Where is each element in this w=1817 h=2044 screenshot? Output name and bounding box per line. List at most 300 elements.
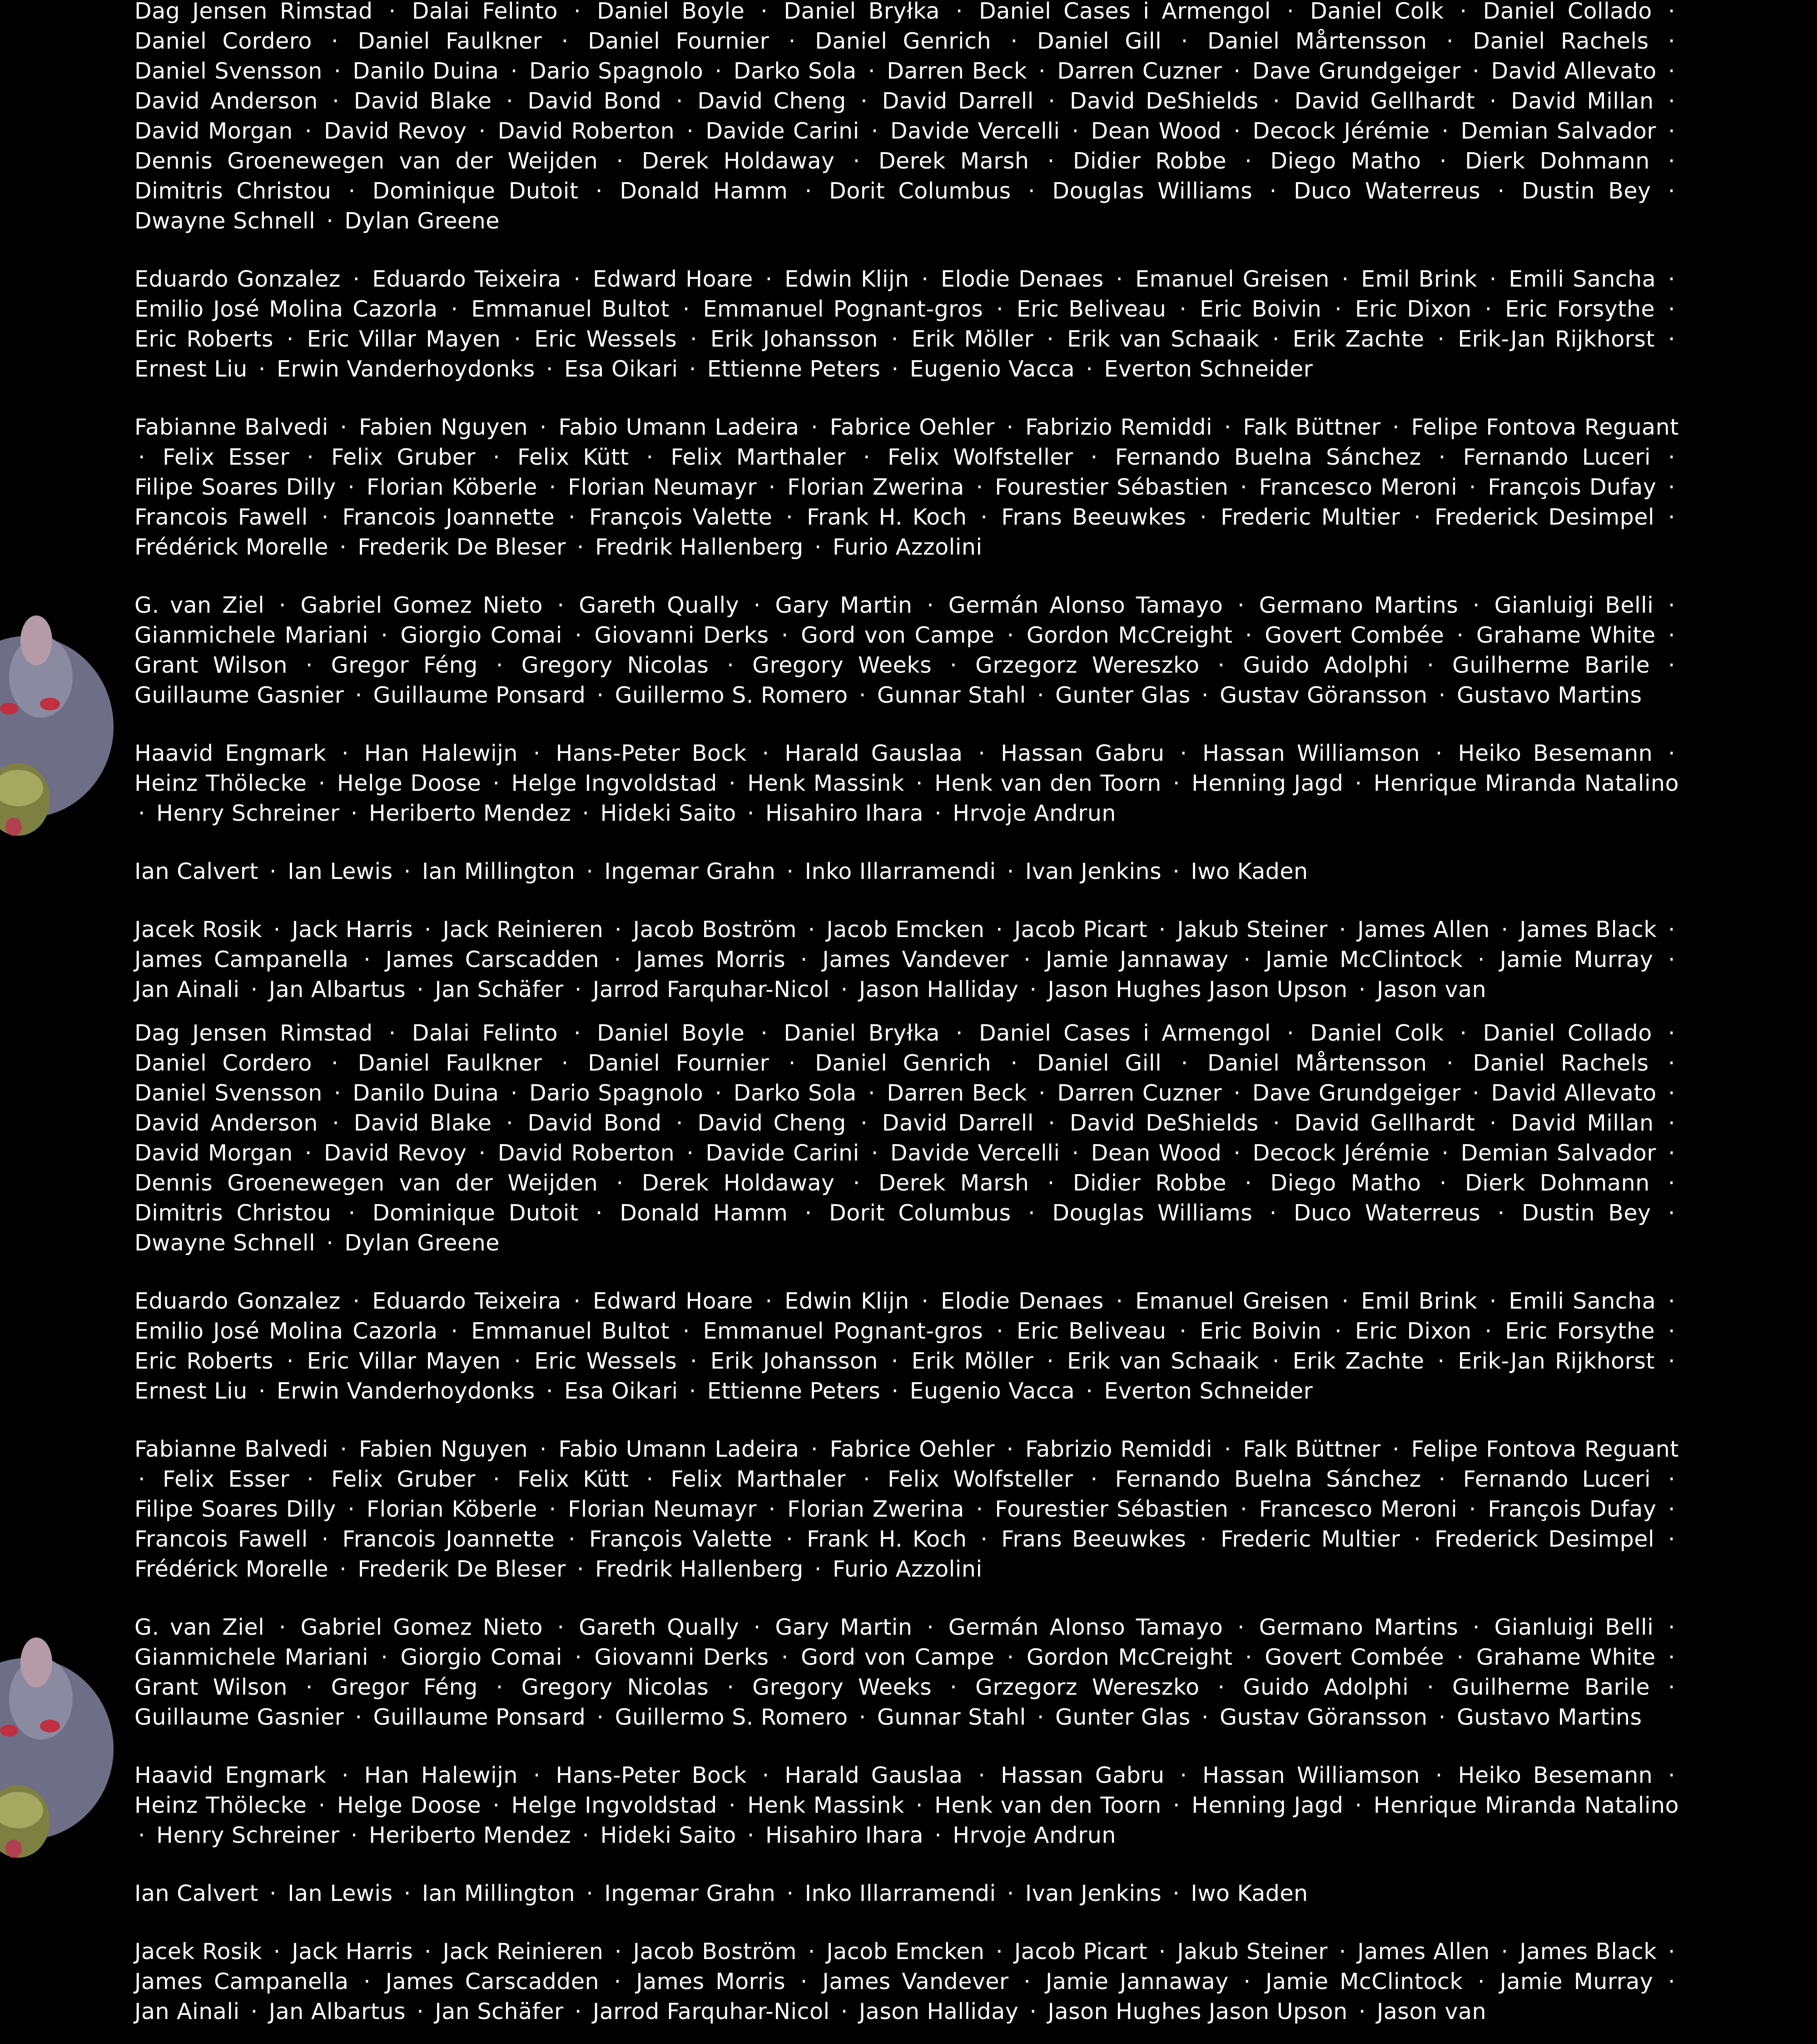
name-separator: · (574, 1999, 582, 2024)
name-separator: · (1668, 178, 1675, 204)
credits-group-j (134, 1937, 1679, 2027)
name-separator: · (978, 740, 986, 766)
credit-name: Helge Ingvoldstad (511, 770, 717, 796)
name-separator: · (728, 770, 736, 796)
name-separator: · (575, 622, 582, 648)
name-separator: · (1029, 1999, 1037, 2024)
credit-name: Fernando Buelna Sánchez (1115, 1466, 1421, 1492)
name-separator: · (1233, 1140, 1241, 1166)
credit-name: Hassan Gabru (1001, 740, 1165, 766)
credit-name: Furio Azzolini (832, 1556, 983, 1582)
name-separator: · (1456, 1644, 1464, 1670)
credit-name: Dorit Columbus (829, 178, 1011, 204)
name-separator: · (808, 1939, 815, 1965)
credit-name: Jason Hughes Jason Upson (1048, 977, 1348, 1002)
credit-name: Francesco Meroni (1259, 1496, 1458, 1522)
name-separator: · (339, 1556, 347, 1582)
name-separator: · (1172, 1792, 1180, 1818)
credit-name: Gustavo Martins (1456, 682, 1642, 708)
credit-name: James Allen (1357, 1939, 1490, 1965)
credit-name: Heiko Besemann (1458, 740, 1653, 766)
name-separator: · (1460, 1022, 1467, 1046)
name-separator: · (1477, 947, 1485, 972)
credit-name: Inko Illarramendi (804, 1880, 996, 1906)
name-separator: · (348, 474, 355, 500)
credit-name: Emil Brink (1361, 266, 1478, 292)
name-separator: · (1668, 0, 1676, 24)
name-separator: · (381, 1644, 388, 1670)
name-separator: · (786, 858, 794, 884)
name-separator: · (424, 917, 432, 943)
name-separator: · (927, 592, 934, 618)
credit-name: Jason van (1376, 977, 1487, 1002)
credit-name: Daniel Bryłka (784, 1022, 940, 1046)
credit-name: Daniel Cordero (134, 28, 312, 54)
credit-name: Jan Schäfer (435, 977, 564, 1002)
name-separator: · (646, 444, 654, 470)
credit-name: Daniel Cases i Armengol (979, 1022, 1271, 1046)
credit-name: Gianluigi Belli (1494, 1614, 1654, 1640)
credit-name: Eric Villar Mayen (307, 326, 501, 352)
name-separator: · (1273, 1110, 1281, 1136)
name-separator: · (1472, 1614, 1480, 1640)
name-separator: · (1233, 1080, 1241, 1106)
name-separator: · (1037, 682, 1044, 708)
credit-name: David Cheng (697, 1110, 846, 1136)
credit-name: Gregory Nicolas (521, 1674, 709, 1700)
credit-name: David DeShields (1069, 88, 1259, 114)
name-separator: · (568, 504, 576, 530)
credit-name: Hans-Peter Bock (556, 740, 747, 766)
name-separator: · (331, 1050, 339, 1076)
name-separator: · (424, 1939, 432, 1965)
credit-name: Germano Martins (1259, 592, 1459, 618)
name-separator: · (1668, 740, 1676, 766)
credit-name: Erik-Jan Rijkhorst (1458, 326, 1655, 352)
credit-name: Eric Forsythe (1505, 296, 1655, 322)
credit-name: Gunter Glas (1055, 1704, 1191, 1730)
credit-name: Esa Oikari (564, 356, 678, 382)
credit-name: David Morgan (134, 118, 293, 144)
name-separator: · (646, 1466, 654, 1492)
credit-name: Jan Ainali (134, 977, 240, 1002)
credit-name: Daniel Fournier (588, 1050, 769, 1076)
credit-name: Helge Doose (337, 770, 482, 796)
credit-name: David Bond (527, 1110, 662, 1136)
credit-name: David Allevato (1491, 58, 1657, 84)
credit-name: Guillaume Gasnier (134, 1704, 344, 1730)
credit-name: Eduardo Teixeira (372, 266, 561, 292)
name-separator: · (934, 800, 942, 826)
name-separator: · (1224, 1436, 1231, 1462)
credit-name: Derek Marsh (878, 148, 1029, 174)
credit-name: David Cheng (697, 88, 846, 114)
credit-name: David Blake (353, 88, 492, 114)
name-separator: · (1668, 504, 1676, 530)
name-separator: · (1172, 1880, 1180, 1906)
credit-name: Fabrizio Remiddi (1025, 414, 1213, 440)
credit-name: Frederic Multier (1221, 504, 1400, 530)
credit-name: David Gellhardt (1294, 88, 1475, 114)
credit-name: Guido Adolphi (1243, 652, 1409, 678)
credit-name: David Darrell (882, 1110, 1034, 1136)
credit-name: Demian Salvador (1460, 1140, 1657, 1166)
credit-name: James Morris (636, 947, 786, 972)
credit-name: Gordon McCreight (1026, 1644, 1233, 1670)
name-separator: · (1090, 1466, 1098, 1492)
name-separator: · (1335, 1318, 1342, 1344)
credit-name: Jarrod Farquhar-Nicol (592, 977, 830, 1002)
name-separator: · (250, 1999, 258, 2024)
credit-name: Felix Kütt (517, 444, 629, 470)
name-separator: · (286, 326, 294, 352)
name-separator: · (417, 1999, 424, 2024)
name-separator: · (1335, 296, 1342, 322)
credit-name: Germano Martins (1259, 1614, 1459, 1640)
name-separator: · (1392, 414, 1400, 440)
credits-group-e (134, 264, 1679, 384)
name-separator: · (1047, 148, 1055, 174)
name-separator: · (1668, 1526, 1676, 1552)
credit-name: Dylan Greene (344, 208, 500, 234)
name-separator: · (318, 1792, 326, 1818)
name-separator: · (616, 148, 624, 174)
name-separator: · (286, 1348, 294, 1374)
credit-name: François Dufay (1488, 474, 1657, 500)
name-separator: · (859, 1704, 866, 1730)
credit-name: Gordon McCreight (1026, 622, 1233, 648)
name-separator: · (1028, 178, 1036, 204)
name-separator: · (1201, 682, 1209, 708)
name-separator: · (1090, 444, 1098, 470)
name-separator: · (753, 1614, 761, 1640)
credit-name: Jan Albartus (268, 977, 406, 1002)
credit-name: Daniel Mårtensson (1207, 1050, 1427, 1076)
credit-name: Grant Wilson (134, 1674, 288, 1700)
name-separator: · (305, 1674, 313, 1700)
credit-name: Jason Hughes Jason Upson (1048, 1999, 1348, 2024)
credit-name: David Roberton (497, 118, 675, 144)
name-separator: · (996, 1939, 1003, 1965)
name-separator: · (690, 326, 698, 352)
credit-name: Eric Forsythe (1505, 1318, 1655, 1344)
credit-name: Guillermo S. Romero (615, 1704, 848, 1730)
name-separator: · (614, 947, 621, 972)
name-separator: · (492, 1792, 500, 1818)
name-separator: · (682, 296, 690, 322)
credits-group-f (134, 1434, 1679, 1584)
credit-name: Davide Carini (705, 118, 859, 144)
name-separator: · (1086, 1378, 1093, 1404)
credit-name: Giorgio Comai (400, 622, 562, 648)
credits-group-h (134, 1761, 1679, 1851)
name-separator: · (561, 28, 569, 54)
credit-name: Darren Cuzner (1057, 58, 1222, 84)
name-separator: · (781, 622, 789, 648)
credit-name: Henk van den Toorn (934, 1792, 1162, 1818)
credit-name: Emmanuel Pognant-gros (703, 1318, 983, 1344)
credit-name: G. van Ziel (134, 592, 265, 618)
name-separator: · (307, 444, 314, 470)
credit-name: Frederic Multier (1221, 1526, 1400, 1552)
credit-name: Decock Jérémie (1252, 118, 1430, 144)
name-separator: · (800, 1969, 808, 1994)
credit-name: Fabien Nguyen (359, 414, 528, 440)
credit-name: Helge Doose (337, 1792, 482, 1818)
name-separator: · (250, 977, 258, 1002)
name-separator: · (868, 1080, 875, 1106)
credit-name: Harald Gauslaa (784, 740, 963, 766)
credit-name: Dierk Dohmann (1465, 148, 1650, 174)
name-separator: · (1668, 88, 1676, 114)
credit-name: Gregor Féng (331, 652, 478, 678)
name-separator: · (1484, 296, 1492, 322)
name-separator: · (1668, 1318, 1676, 1344)
credit-name: Davide Vercelli (890, 1140, 1060, 1166)
credit-name: Emmanuel Bultot (471, 1318, 670, 1344)
name-separator: · (1469, 1496, 1476, 1522)
credit-name: Dustin Bey (1521, 1200, 1651, 1226)
name-separator: · (1668, 1348, 1676, 1374)
name-separator: · (1010, 1050, 1018, 1076)
credit-name: Daniel Svensson (134, 58, 323, 84)
name-separator: · (1339, 917, 1346, 943)
credit-name: Erik Möller (911, 1348, 1034, 1374)
name-separator: · (1439, 148, 1447, 174)
name-separator: · (1172, 770, 1180, 796)
name-separator: · (616, 1170, 624, 1196)
name-separator: · (381, 622, 388, 648)
name-separator: · (686, 1140, 694, 1166)
credit-name: Jan Albartus (268, 1999, 406, 2024)
name-separator: · (1116, 1288, 1123, 1314)
name-separator: · (1668, 1466, 1676, 1492)
credit-name: Ian Lewis (288, 1880, 393, 1906)
credit-name: Eric Roberts (134, 326, 273, 352)
credit-name: Jacob Picart (1014, 1939, 1147, 1965)
name-separator: · (800, 947, 808, 972)
credit-name: Guilherme Barile (1452, 652, 1650, 678)
credits-list (134, 0, 1679, 1022)
name-separator: · (891, 1378, 899, 1404)
name-separator: · (1273, 88, 1281, 114)
credit-name: Eric Boivin (1200, 1318, 1322, 1344)
name-separator: · (331, 28, 339, 54)
credit-name: Erik Zachte (1292, 326, 1425, 352)
credit-name: Giovanni Derks (594, 622, 769, 648)
name-separator: · (915, 1792, 923, 1818)
credit-name: Hassan Gabru (1001, 1762, 1165, 1788)
credit-name: James Black (1519, 917, 1657, 943)
credit-name: Henk van den Toorn (934, 770, 1162, 796)
credit-name: Heiko Besemann (1458, 1762, 1653, 1788)
name-separator: · (539, 414, 547, 440)
name-separator: · (388, 0, 396, 24)
name-separator: · (1038, 58, 1046, 84)
name-separator: · (614, 1939, 622, 1965)
name-separator: · (1668, 474, 1676, 500)
name-separator: · (492, 770, 500, 796)
credit-name: Hrvoje Andrun (953, 1822, 1116, 1848)
squirrel-mascot-icon (0, 1631, 114, 1867)
credit-name: Jamie Jannaway (1045, 947, 1229, 972)
credit-name: Guillaume Ponsard (373, 1704, 586, 1730)
name-separator: · (980, 504, 988, 530)
credit-name: Han Halewijn (364, 1762, 518, 1788)
credit-name: Eric Roberts (134, 1348, 273, 1374)
name-separator: · (950, 1674, 958, 1700)
credit-name: Jack Reinieren (442, 917, 604, 943)
name-separator: · (1438, 682, 1446, 708)
name-separator: · (403, 1880, 411, 1906)
name-separator: · (1668, 148, 1675, 174)
name-separator: · (1286, 0, 1294, 24)
credit-name: Dario Spagnolo (529, 58, 704, 84)
name-separator: · (808, 917, 815, 943)
credit-name: Fabrice Oehler (829, 1436, 995, 1462)
credit-name: Filipe Soares Dilly (134, 1496, 336, 1522)
credit-name: Guillaume Ponsard (373, 682, 586, 708)
credit-name: Davide Vercelli (890, 118, 1060, 144)
credit-name: Fredrik Hallenberg (595, 1556, 804, 1582)
name-separator: · (1272, 1348, 1280, 1374)
name-separator: · (1180, 740, 1187, 766)
name-separator: · (1269, 1200, 1277, 1226)
name-separator: · (1010, 28, 1018, 54)
credit-name: Grzegorz Wereszko (975, 1674, 1200, 1700)
credit-name: Fredrik Hallenberg (595, 534, 804, 560)
credit-name: Daniel Cases i Armengol (979, 0, 1271, 24)
name-separator: · (804, 178, 812, 204)
credit-name: Gabriel Gomez Nieto (300, 1614, 543, 1640)
name-separator: · (1438, 1704, 1446, 1730)
credit-name: Jason Halliday (859, 977, 1019, 1002)
credit-name: Dalai Felinto (412, 0, 558, 24)
credit-name: Daniel Bryłka (784, 0, 940, 24)
credit-name: Fabio Umann Ladeira (558, 1436, 799, 1462)
name-separator: · (1006, 1436, 1014, 1462)
name-separator: · (728, 1792, 736, 1818)
credit-name: Florian Köberle (366, 474, 537, 500)
credit-name: Emili Sancha (1509, 1288, 1656, 1314)
name-separator: · (1047, 1170, 1055, 1196)
credit-name: Dorit Columbus (829, 1200, 1011, 1226)
credit-name: Erik Johansson (710, 1348, 878, 1374)
name-separator: · (549, 1496, 556, 1522)
credit-name: Dean Wood (1091, 1140, 1222, 1166)
name-separator: · (1438, 444, 1446, 470)
credit-name: Haavid Engmark (134, 740, 327, 766)
name-separator: · (765, 266, 773, 292)
name-separator: · (1355, 1792, 1362, 1818)
credit-name: Emanuel Greisen (1135, 266, 1330, 292)
credit-name: David Revoy (323, 118, 467, 144)
name-separator: · (595, 178, 603, 204)
name-separator: · (318, 770, 326, 796)
credit-name: Eric Beliveau (1016, 1318, 1167, 1344)
credit-name: Gianmichele Mariani (134, 1644, 368, 1670)
credit-name: Felix Esser (163, 444, 290, 470)
name-separator: · (934, 1822, 942, 1848)
credit-name: Gord von Campe (801, 1644, 995, 1670)
credit-name: Donald Hamm (620, 1200, 788, 1226)
name-separator: · (814, 534, 822, 560)
name-separator: · (1240, 474, 1248, 500)
credit-name: Dag Jensen Rimstad (134, 1022, 373, 1046)
name-separator: · (921, 1288, 929, 1314)
name-separator: · (781, 1644, 789, 1670)
credit-name: Duco Waterreus (1293, 1200, 1481, 1226)
credit-name: Frederick Desimpel (1435, 1526, 1655, 1552)
credit-name: Guillaume Gasnier (134, 682, 344, 708)
credit-name: Daniel Rachels (1473, 28, 1649, 54)
name-separator: · (980, 1526, 988, 1552)
name-separator: · (549, 474, 556, 500)
credit-name: David Morgan (134, 1140, 293, 1166)
credit-name: Jason van (1376, 1999, 1487, 2024)
credit-name: David Millan (1511, 1110, 1654, 1136)
name-separator: · (326, 208, 334, 234)
name-separator: · (760, 1022, 768, 1046)
credit-name: Emil Brink (1361, 1288, 1478, 1314)
name-separator: · (747, 800, 755, 826)
credit-name: Florian Neumayr (568, 1496, 757, 1522)
credit-name: Dimitris Christou (134, 178, 332, 204)
credit-name: Frédérick Morelle (134, 1556, 329, 1582)
credit-name: Douglas Williams (1052, 1200, 1253, 1226)
name-separator: · (1668, 917, 1676, 943)
squirrel-mascot-icon (0, 609, 114, 845)
credit-name: Daniel Gill (1037, 1050, 1162, 1076)
credit-name: Danilo Duina (352, 1080, 499, 1106)
credit-name: Erik Möller (911, 326, 1034, 352)
credit-name: Emanuel Greisen (1135, 1288, 1330, 1314)
name-separator: · (1038, 1080, 1046, 1106)
name-separator: · (1668, 28, 1676, 54)
credit-name: Dustin Bey (1521, 178, 1651, 204)
name-separator: · (348, 1200, 356, 1226)
credit-name: Guilherme Barile (1452, 1674, 1650, 1700)
credit-name: Francois Joannette (342, 504, 555, 530)
credit-name: Ian Calvert (134, 858, 258, 884)
credit-name: David Gellhardt (1294, 1110, 1475, 1136)
name-separator: · (1414, 504, 1421, 530)
credit-name: Iwo Kaden (1191, 1880, 1308, 1906)
credit-name: Jan Schäfer (435, 1999, 564, 2024)
name-separator: · (1116, 266, 1123, 292)
name-separator: · (1438, 1466, 1446, 1492)
credit-name: Han Halewijn (364, 740, 518, 766)
name-separator: · (715, 1080, 722, 1106)
name-separator: · (1072, 118, 1079, 144)
name-separator: · (350, 1822, 358, 1848)
name-separator: · (682, 1318, 690, 1344)
name-separator: · (747, 1822, 755, 1848)
name-separator: · (871, 118, 879, 144)
credit-name: Florian Zwerina (787, 474, 964, 500)
credit-name: Daniel Boyle (597, 1022, 745, 1046)
name-separator: · (891, 326, 899, 352)
name-separator: · (332, 1110, 340, 1136)
name-separator: · (1668, 118, 1676, 144)
name-separator: · (1668, 58, 1676, 84)
name-separator: · (1269, 178, 1277, 204)
credit-name: François Dufay (1488, 1496, 1657, 1522)
name-separator: · (1358, 977, 1366, 1002)
name-separator: · (1484, 1318, 1492, 1344)
credit-name: Jacek Rosik (134, 1939, 262, 1965)
credit-name: Frederik De Bleser (357, 1556, 566, 1582)
